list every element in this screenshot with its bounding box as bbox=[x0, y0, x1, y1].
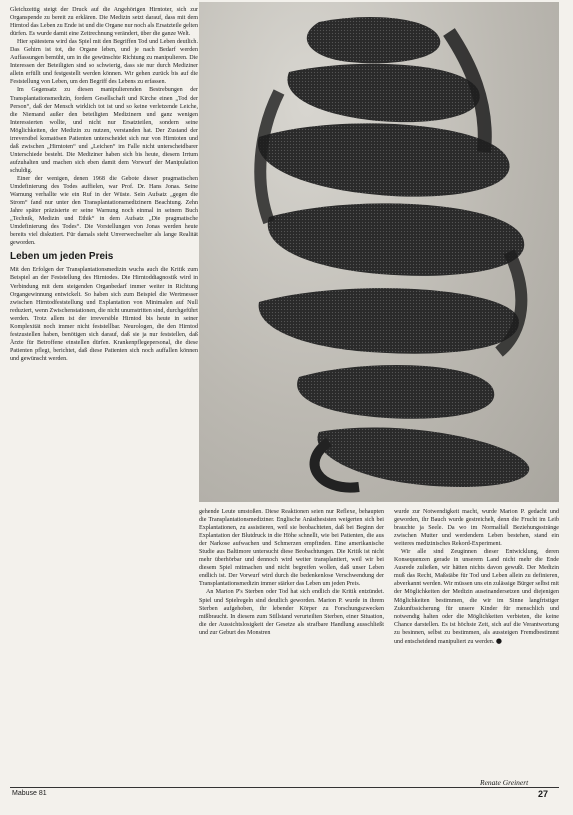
ribbon-band bbox=[258, 123, 510, 196]
paragraph: Einer der wenigen, denen 1968 die Gebote dieser pragmatischen Umdefinierung des Todes auffielen, war Prof. Dr. Hans Jonas. Seine Warnung verhallte wie ein Ruf in der Wüste. Sein Aufsatz „gegen die Strom“ fand nur unter den Transplantationsmedizinern Beachtung. Zehn Jahre später präzisierte er seine Warnung noch einmal in seinem Buch „Technik, Medizin und Ethik“ in dem Aufsatz „Die pragmatische Umdefinierung des Todes“. Die Vorstellungen von Jonas werden heute bereits viel diskutiert. Für damals steht Unverwechselter als lange Realität geworden. bbox=[10, 175, 198, 247]
paragraph: Im Gegensatz zu diesen manipulierenden Bestrebungen der Transplantationsmedizin, fordern Gesellschaft und Kirche einen „Tod der Person“, daß der Mensch wirklich tot ist und so keine verletzende Leiche, die Niemand außer den beteiligten Medizinern und ganz wenigen Interessierten wollte, und nicht nur Ersatzteilen, sondern seine Möglichkeiten, der Medizin zu nutzen, verstanden hat. Der Zustand der irreversibel komatösen Patienten unterscheidet sich nur von Hirntoten und daß zwischen „Hirntoten“ und „Leichen“ im Falle nicht unterscheidbarer Unterschiede besteht. Die Mediziner haben sich bis heute, diesem Irrtum aufzuhalten und machen sich eben damit dem Vorwurf der Manipulation schuldig. bbox=[10, 87, 198, 174]
paragraph: gehende Leute umstoßen. Diese Reaktionen seien nur Reflexe, behaupten die Transplantationsmediziner. Englische Anästhesisten weigerten sich bei Explantationen, zu assistieren, weil sie beobachteten, daß bei Beginn der Explantation der Blutdruck in die Höhe schnellt, wie bei Patienten, die aus der Narkose aufwachen und Schmerzen empfinden. Eine amerikanische Studie aus Baltimore untersucht diese Beobachtungen. Die Kritik ist nicht mehr überhörbar und dennoch wird weiter transplantiert, weil wir bei diesem Spiel mitmachen und nicht begreifen wollen, daß unser Leben endlich ist. Der Vorwurf wird durch die bedenkenlose Verschwendung der Transplantationsmedizin immer stärker das Leben um jeden Preis. bbox=[199, 509, 384, 588]
ribbon-band bbox=[268, 203, 524, 275]
footer-publication: Mabuse 81 bbox=[12, 790, 47, 797]
ribbon-band bbox=[307, 17, 441, 63]
ribbon-band bbox=[317, 427, 529, 487]
text-column-middle bbox=[199, 508, 384, 637]
end-mark-icon: ● bbox=[495, 636, 502, 645]
author-signature: Renate Greinert bbox=[480, 778, 529, 787]
paragraph: wurde zur Notwendigkeit macht, wurde Marion P. gedacht und geworden, ihr Bauch wurde gestreichelt, denn die Frucht im Leib brauchte ja Seele. Da wo im Normalfall Beziehungsstränge zwischen Mutter und werdendem Leben bestehen, stand ein weiteres medizinisches Rekord-Experiment. bbox=[394, 509, 559, 548]
footer-rule bbox=[10, 787, 559, 788]
illustration-ribbon-photo bbox=[199, 2, 559, 502]
ribbon-band bbox=[297, 365, 494, 419]
ribbon-band bbox=[259, 288, 519, 354]
ribbon-illustration bbox=[199, 2, 559, 502]
text-column-right bbox=[394, 508, 559, 646]
ribbon-band bbox=[287, 64, 479, 122]
paragraph: An Marion P's Sterben oder Tod hat sich endlich die Kritik entzündet. Spiel und Spielregeln sind deutlich geworden. Marion P. wurde in ihrem Sterben aufgehoben, ihr lebender Körper zu Forschungszwecken mißbraucht. In diesem zum Stillstand verurteilten Sterben, einer Situation, die der Aussichtslosigkeit der Gesetze als strafbare Handlung ausschließt und zur Geburt des Monstren bbox=[199, 589, 384, 636]
paragraph: Mit den Erfolgen der Transplantationsmedizin wuchs auch die Kritik zum Beispiel an der Feststellung des Hirntodes. Die Hirntoddiagnostik wird in Verbindung mit dem steigenden Organbedarf immer weiter in Richtung Organgewinnung entwickelt. So haben sich zum Beispiel die Wertmesser zwischen Hirntodfeststellung und Explantation von Minimalen auf Null reduziert, wenn Zwischenstationen, die nicht unumstritten sind, durchgeführt werden. Trotz allem ist der irreversible Hirntod bis heute in seiner Komplexität noch immer nicht feststellbar. Neurologen, die den Hirntod festzustellen haben, benötigen sich darauf, daß sie ja nur feststellen, daß Ärzte für Betroffene einstellen dürfen. Krankenpflegepersonal, die diese Patienten pflegt, berichtet, daß diese Patienten sich noch auffallen können und gewünscht werden. bbox=[10, 267, 198, 362]
paragraph: Gleichzeitig steigt der Druck auf die Angehörigen Hirntoter, sich zur Organspende zu bereit zu erklären. Die Medizin setzt darauf, dass mit dem Hirntod das Leben zu Ende ist und die Organe nur noch als Ersatzteile gelten dürfen. Es wurde damit eine Zeitrechnung verändert, über die ganze Welt. bbox=[10, 7, 198, 38]
paragraph: Hier spätestens wird das Spiel mit den Begriffen Tod und Leben deutlich. Das Gehirn ist tot, die Organe leben, und je nach Bedarf werden Auffassungen bemüht, um in die gewünschte Richtung zu manipulieren. Die Interessen der Beteiligten sind so schwierig, dass sie nur durch Mediziner allein erfüllt und festgestellt werden können. Wir gehen zurück bis auf die Feststellung von Leben, um den Begriff des Lebens zu erfassen. bbox=[10, 39, 198, 86]
text-column-left bbox=[10, 6, 198, 363]
paragraph-text: Wir alle sind Zeuginnen dieser Entwicklung, deren Konsequenzen gerade in unserem Land nicht mehr die Ende Ausrede zuließen, wir hätten nichts davon gewußt. Der Medizin muß das Recht, Maßstäbe für Tod und Leben allein zu definieren, abverkannt werden. Wir müssen uns ein zulässige Bürger selbst mit der Möglichkeiten der Medizin auseinandersetzen und diejenigen Möglichkeiten bestimmen, die wir im Sinne langfristiger Zukunftssicherung für unsere Kinder für menschlich und notwendig halten oder die Möglichkeiten verbieten, die keine Chance darstellen. Es ist höchste Zeit, sich auf die Verantwortung zu besinnen, selbst zu bestimmen, als aussteigen Fremdbestimmt und entscheidend manipuliert zu werden. bbox=[394, 549, 559, 645]
paragraph bbox=[394, 548, 559, 646]
page-number: 27 bbox=[538, 789, 549, 799]
section-heading: Leben um jeden Preis bbox=[10, 251, 114, 263]
